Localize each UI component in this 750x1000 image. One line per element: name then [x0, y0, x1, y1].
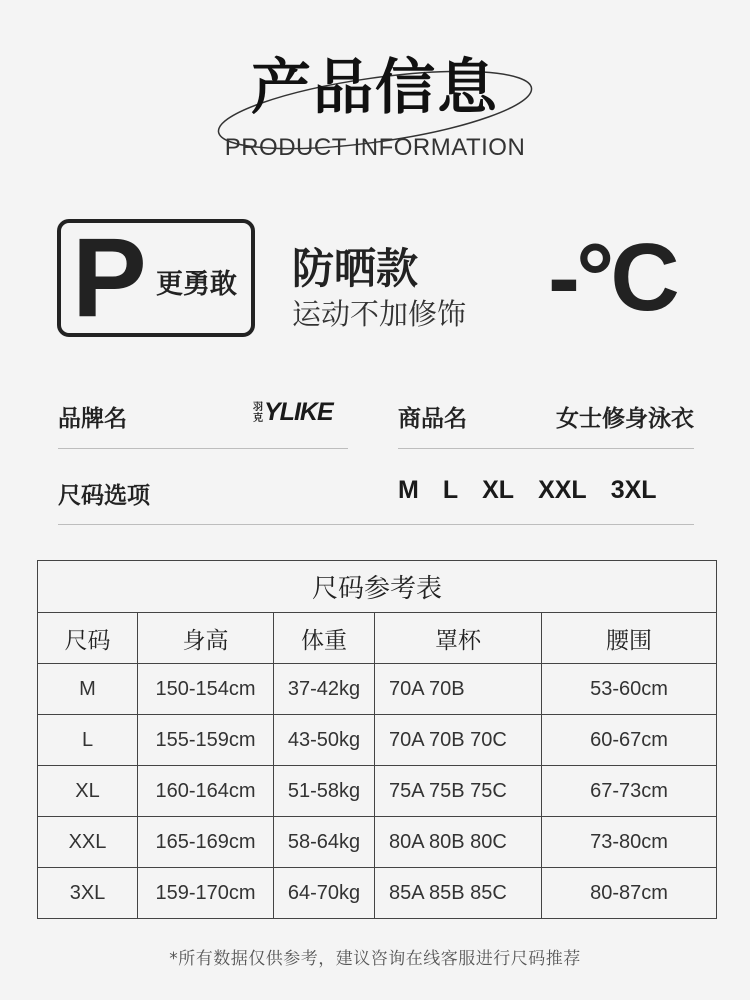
size-option: 3XL	[610, 476, 657, 504]
p-badge-letter: P	[72, 215, 147, 340]
table-cell: 3XL	[38, 868, 138, 919]
table-cell: 64-70kg	[274, 868, 375, 919]
feature-subtitle: 运动不加修饰	[292, 297, 467, 331]
table-cell: 37-42kg	[274, 664, 375, 715]
table-cell: 53-60cm	[542, 664, 717, 715]
size-options	[398, 476, 681, 505]
table-row	[38, 715, 717, 766]
table-caption: 尺码参考表	[38, 561, 717, 613]
table-cell: 150-154cm	[138, 664, 274, 715]
page-subtitle: PRODUCT INFORMATION	[224, 134, 526, 161]
table-cell: 80A 80B 80C	[375, 817, 542, 868]
column-header: 尺码	[38, 613, 138, 664]
table-cell: XL	[38, 766, 138, 817]
divider	[398, 448, 694, 449]
brand-logo	[252, 398, 333, 427]
size-option: M	[398, 476, 419, 504]
brand-logo-chinese: 羽克	[253, 401, 263, 424]
table-header-row	[38, 613, 717, 664]
table-row	[38, 766, 717, 817]
divider	[58, 448, 348, 449]
page-title: 产品信息	[251, 53, 499, 123]
table-cell: L	[38, 715, 138, 766]
table-cell: 70A 70B	[375, 664, 542, 715]
table-row	[38, 664, 717, 715]
p-badge-text: 更勇敢	[156, 269, 237, 300]
table-cell: 67-73cm	[542, 766, 717, 817]
table-cell: 73-80cm	[542, 817, 717, 868]
table-cell: M	[38, 664, 138, 715]
table-row	[38, 868, 717, 919]
table-cell: 155-159cm	[138, 715, 274, 766]
size-option: XXL	[538, 476, 587, 504]
column-header: 腰围	[542, 613, 717, 664]
size-option: XL	[482, 476, 515, 504]
product-name-label: 商品名	[398, 406, 467, 432]
table-caption-row	[38, 561, 717, 613]
table-cell: 85A 85B 85C	[375, 868, 542, 919]
column-header: 罩杯	[375, 613, 542, 664]
feature-title: 防晒款	[292, 244, 419, 293]
table-cell: 60-67cm	[542, 715, 717, 766]
size-chart-table	[37, 560, 717, 919]
brand-label: 品牌名	[58, 406, 127, 432]
table-cell: 43-50kg	[274, 715, 375, 766]
table-cell: XXL	[38, 817, 138, 868]
table-cell: 70A 70B 70C	[375, 715, 542, 766]
size-options-label: 尺码选项	[58, 483, 150, 509]
table-cell: 165-169cm	[138, 817, 274, 868]
table-cell: 160-164cm	[138, 766, 274, 817]
temperature-icon: -°C	[548, 224, 676, 331]
product-name-value: 女士修身泳衣	[556, 406, 694, 432]
column-header: 体重	[274, 613, 375, 664]
size-option: L	[442, 476, 459, 504]
table-cell: 51-58kg	[274, 766, 375, 817]
brand-logo-text: YLIKE	[264, 398, 333, 426]
table-cell: 159-170cm	[138, 868, 274, 919]
table-cell: 58-64kg	[274, 817, 375, 868]
table-cell: 80-87cm	[542, 868, 717, 919]
disclaimer-note: *所有数据仅供参考，建议咨询在线客服进行尺码推荐	[169, 949, 581, 969]
table-row	[38, 817, 717, 868]
column-header: 身高	[138, 613, 274, 664]
divider	[58, 524, 694, 525]
table-cell: 75A 75B 75C	[375, 766, 542, 817]
